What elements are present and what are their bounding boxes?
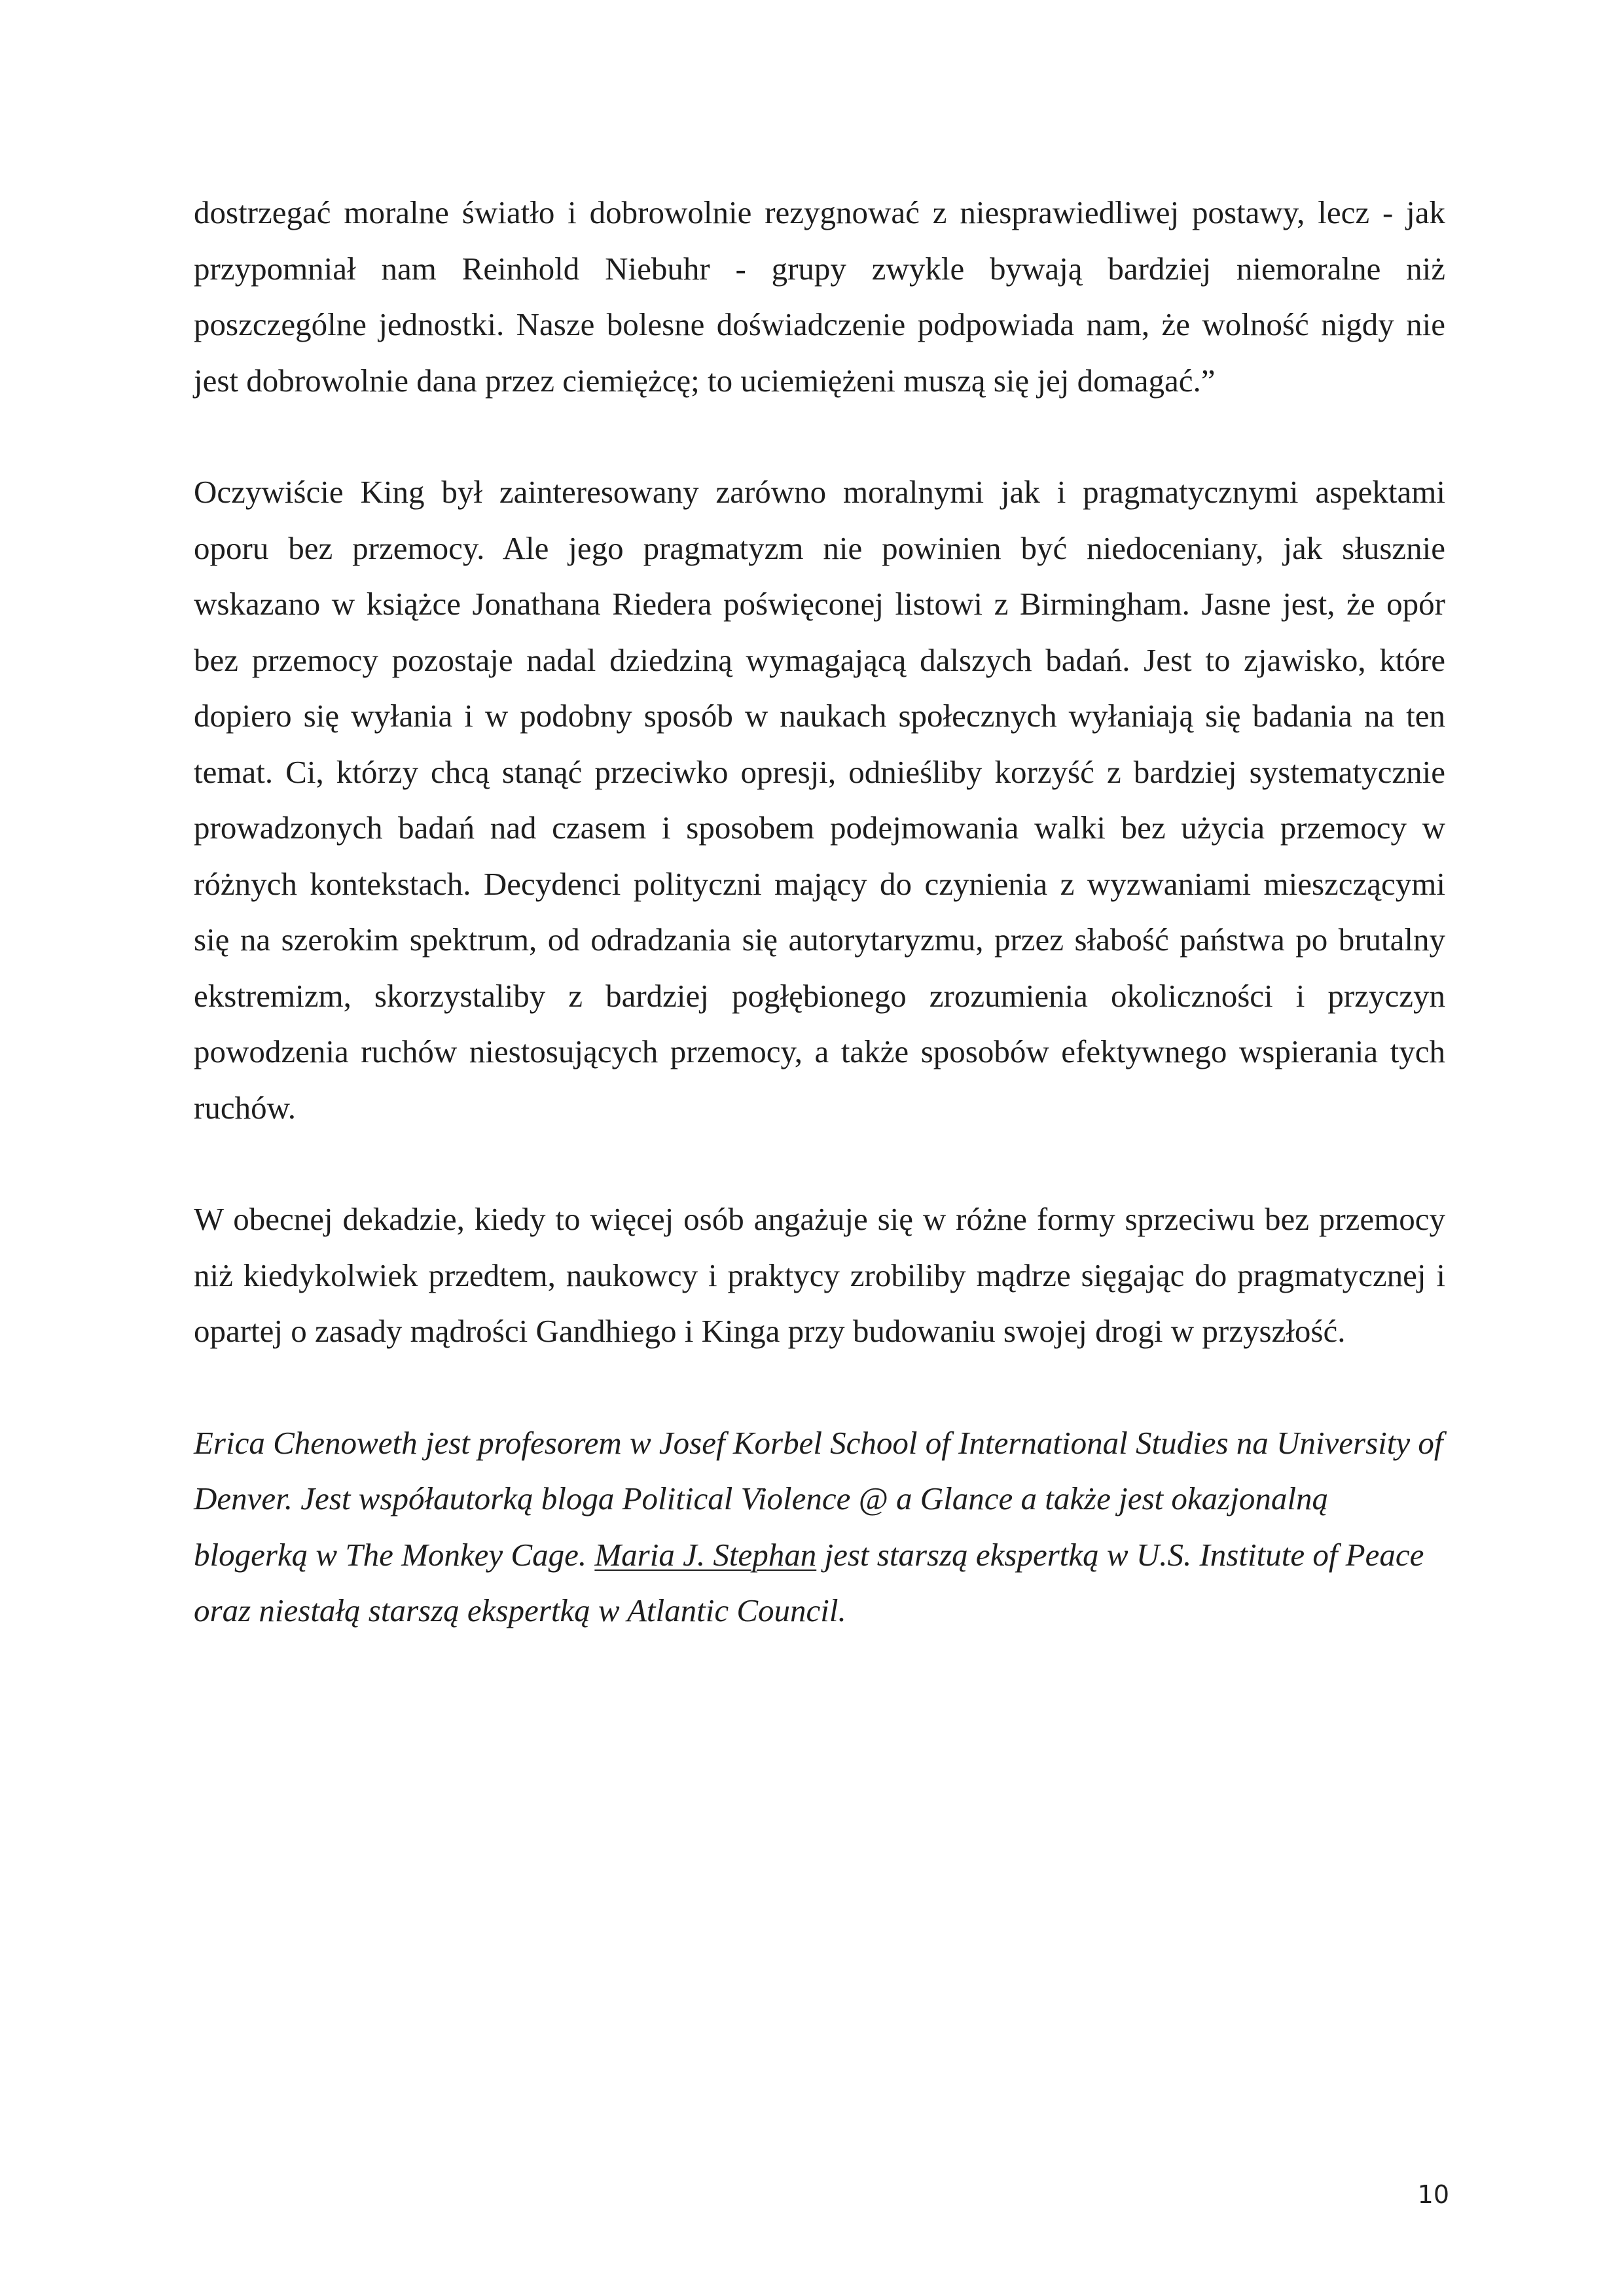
paragraph-1: dostrzegać moralne światło i dobrowolnie rezygnować z niesprawiedliwej postawy, lecz - jak przypomniał nam Reinhold Niebuhr - grupy zwykle bywają bardziej niemoralne niż poszczególne jednostki. Nasze bolesne doświadczenie podpowiada nam, że wolność nigdy nie jest dobrowolnie dana przez ciemiężcę; to uciemiężeni muszą się jej domagać.” [194, 194, 1445, 399]
author-note [194, 1415, 1445, 1639]
author-note-text-end: jest starszą ekspertką w U.S. Institute of Peace oraz niestałą starszą ekspertką w Atlantic Council. [194, 1536, 1424, 1628]
author-link-maria-stephan[interactable]: Maria J. Stephan [594, 1536, 817, 1573]
paragraph-3: W obecnej dekadzie, kiedy to więcej osób angażuje się w różne formy sprzeciwu bez przemocy niż kiedykolwiek przedtem, naukowcy i praktycy zrobiliby mądrze sięgając do pragmatycznej i opartej o zasady mądrości Gandhiego i Kinga przy budowaniu swojej drogi w przyszłość. [194, 1201, 1445, 1349]
document-body [194, 185, 1445, 1639]
author-note-text: Erica Chenoweth jest profesorem w Josef Korbel School of International Studies na University of Denver. Jest współautorką bloga Political Violence @ a Glance a także jest okazjonalną blogerką w The Monkey Cage. [194, 1424, 1443, 1573]
paragraph-2: Oczywiście King był zainteresowany zarówno moralnymi jak i pragmatycznymi aspektami oporu bez przemocy. Ale jego pragmatyzm nie powinien być niedoceniany, jak słusznie wskazano w książce Jonathana Riedera poświęconej listowi z Birmingham. Jasne jest, że opór bez przemocy pozostaje nadal dziedziną wymagającą dalszych badań. Jest to zjawisko, które dopiero się wyłania i w podobny sposób w naukach społecznych wyłaniają się badania na ten temat. Ci, którzy chcą stanąć przeciwko opresji, odnieśliby korzyść z bardziej systematycznie prowadzonych badań nad czasem i sposobem podejmowania walki bez użycia przemocy w różnych kontekstach. Decydenci polityczni mający do czynienia z wyzwaniami mieszczącymi się na szerokim spektrum, od odradzania się autorytaryzmu, przez słabość państwa po brutalny ekstremizm, skorzystaliby z bardziej pogłębionego zrozumienia okoliczności i przyczyn powodzenia ruchów niestosujących przemocy, a także sposobów efektywnego wspierania tych ruchów. [194, 474, 1445, 1126]
page-number: 10 [1417, 2180, 1449, 2209]
